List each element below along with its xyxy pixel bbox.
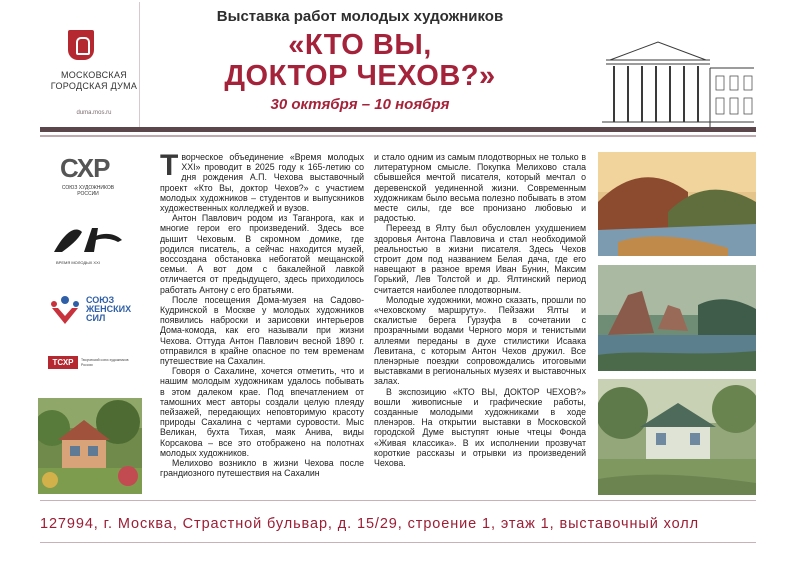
article-paragraph: Говоря о Сахалине, хочется отметить, что и нашим молодым художникам удалось побывать в этом далеком крае. Под впечатлением от тамошних мест авторы создали целую плеяду пейзажей, передающих неповторимую красоту природы Сахалина с чертами суровости. Мыс Великан, бухта Тихая, маяк Анива, виды Корсакова – все это отображено на полотнах молодых художников. [160, 366, 364, 458]
header-divider-thin [40, 135, 756, 137]
exhibition-title: «КТО ВЫ, ДОКТОР ЧЕХОВ?» [224, 29, 496, 92]
soyuz-zhenskih-sil-partner-logo [48, 294, 134, 334]
painting-country-house [598, 379, 756, 495]
moscow-emblem-icon [68, 30, 94, 60]
article-column-2 [374, 152, 586, 468]
venue-address: 127994, г. Москва, Страстной бульвар, д. 15/29, строение 1, этаж 1, выставочный холл [40, 516, 699, 532]
footer-divider-bottom [40, 542, 756, 543]
cxp-logo-caption: СОЮЗ ХУДОЖНИКОВ РОССИИ [61, 185, 115, 197]
duma-logo-block [40, 2, 140, 128]
vremya-molodyh-emblem-icon [48, 222, 128, 258]
cxp-logo-letters: СХР [60, 153, 110, 183]
article-paragraph: Антон Павлович родом из Таганрога, как и многие герои его произведений. Здесь все дышит Чеховым. В скромном домике, где родился писатель, а сейчас находится музей, воссоздана обстановка небогатой мещанской семьи. А вот дом с бакалейной лавкой отличается от предыдущего, здесь приходилось работать Антону с его братьями. [160, 213, 364, 295]
article-paragraph: Молодые художники, можно сказать, прошли по «чеховскому маршруту». Пейзажи Ялты и скалистые берега Гурзуфа в сочетании с прозрачными водами Черного моря и тенистыми аллеями переданы в духе стилистики Исаака Левитана, с которым Антон Чехов дружил. Все пленэрные поездки сопровождались итоговыми выставками в региональных музеях и выставочных залах. [374, 294, 586, 387]
soyuz-zhenskih-sil-emblem-icon [48, 294, 82, 328]
article-paragraph: Переезд в Ялту был обусловлен ухудшением здоровья Антона Павловича и стал необходимой реальностью в жизни писателя. Здесь Чехов строит дом под названием Белая дача, где его навещают в разное время Иван Бунин, Максим Горький, Лев Толстой и др. Ялтинский период считается наиболее плодотворным. [374, 223, 586, 295]
footer-divider-top [40, 500, 756, 501]
duma-building-illustration [598, 38, 756, 130]
painting-house-garden [38, 398, 142, 494]
article-paragraph: После посещения Дома-музея на Садово-Кудринской в Москве у молодых художников появились наброски и зарисовки интерьеров Дома-комода, как его называли при жизни Чехова. Оттуда Антон Павлович весной 1890 г. отправился в крайне опасное по тем временам путешествие на Сахалин. [160, 294, 364, 367]
organizer-name: МОСКОВСКАЯ ГОРОДСКАЯ ДУМА [50, 70, 138, 91]
vremya-molodyh-partner-logo [48, 222, 128, 268]
article-paragraph: Мелихово возникло в жизни Чехова после грандиозного путешествия на Сахалин [160, 458, 364, 479]
article-column-1 [160, 149, 364, 479]
vremya-molodyh-caption: ВРЕМЯ МОЛОДЫХ XXI [56, 260, 100, 265]
article-paragraph [160, 149, 364, 214]
article-paragraph: В экспозицию «КТО ВЫ, ДОКТОР ЧЕХОВ?» вошли живописные и графические работы, созданные молодыми художниками в ходе пленэров. На открытии выставки в Московской городской Думе выступят юные чтецы Фонда «Живая классика». В их исполнении прозвучат короткие рассказы и отрывки из произведений Чехова. [374, 386, 586, 469]
exhibition-dates: 30 октября – 10 ноября [270, 96, 450, 113]
article-dropcap: Т [160, 149, 179, 182]
tsxr-logo-mark: ТСХР [48, 356, 78, 369]
painting-rocky-coast-sunset [598, 152, 756, 256]
header-divider-thick [40, 127, 756, 132]
cxp-partner-logo [48, 153, 128, 199]
tsxr-logo-caption: Творческий союз художников России [81, 358, 129, 367]
exhibition-supertitle: Выставка работ молодых художников [216, 8, 504, 25]
painting-sea-cliffs [598, 265, 756, 371]
soyuz-zhenskih-sil-name: СОЮЗ ЖЕНСКИХ СИЛ [86, 295, 132, 323]
tsxr-partner-logo [48, 356, 134, 370]
article-paragraph-text: ворческое объединение «Время молодых XXI» проводит в 2025 году к 165-летию со дня рождения А.П. Чехова выставочный проект «Кто Вы, доктор Чехов?» с участием молодых художников – студентов и выпускников художественных колледжей и вузов. [160, 152, 364, 214]
organizer-site: duma.mos.ru [76, 110, 112, 116]
article-paragraph: и стало одним из самым плодотворных не только в литературном смысле. Покупка Мелихово стала сбывшейся мечтой писателя, который мечтал о деревенской уединенной жизни. Современным художникам было весьма полезно побывать в этом месте силы, где все пронизано любовью и радостью. [374, 152, 586, 224]
